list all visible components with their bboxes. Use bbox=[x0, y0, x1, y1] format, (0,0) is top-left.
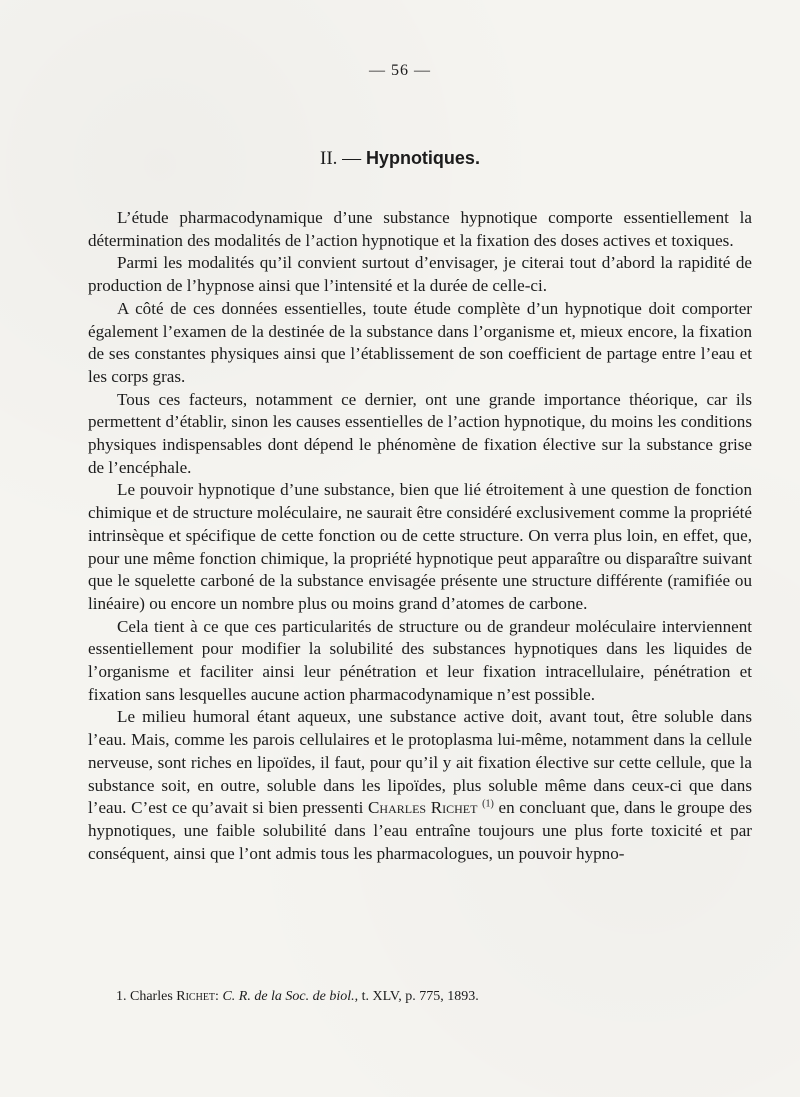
paragraph-last bbox=[88, 706, 752, 865]
section-number: II. — bbox=[320, 148, 362, 169]
footnote-reference: (1) bbox=[482, 798, 494, 810]
section-title: Hypnotiques. bbox=[365, 148, 480, 168]
footnote-number: 1. bbox=[116, 989, 127, 1004]
footnote-reference-details: , t. XLV, p. 775, 1893. bbox=[354, 989, 479, 1004]
paragraph: Parmi les modalités qu’il convient surtout d’envisager, je citerai tout d’abord la rapidité de production de l’hypnose ainsi que l’intensité et la durée de celle-ci. bbox=[88, 253, 752, 296]
section-heading bbox=[0, 148, 800, 170]
footnote-author-first: Charles bbox=[130, 989, 173, 1004]
cited-author-name: Charles Richet bbox=[368, 798, 478, 818]
footnote bbox=[116, 988, 756, 1006]
footnote-journal: C. R. de la Soc. de biol. bbox=[222, 989, 355, 1004]
footnote-colon: : bbox=[215, 989, 219, 1004]
paragraph: Tous ces facteurs, notamment ce dernier, ont une grande importance théorique, car ils permettent d’établir, sinon les causes essentielles de l’action hypnotique, du moins les conditions physiques indispensables dont dépend le phénomène de fixation élective sur la substance grise de l’encéphale. bbox=[88, 389, 752, 477]
page-number: — 56 — bbox=[369, 62, 431, 79]
paragraph: Le pouvoir hypnotique d’une substance, bien que lié étroitement à une question de fonction chimique et de structure moléculaire, ne saurait être considéré exclusivement comme la propriété intrinsèque et spécifique de cette fonction ou de cette structure. On verra plus loin, en effet, que, pour une même fonction chimique, la propriété hypnotique peut apparaître ou disparaître suivant que le squelette carboné de la substance envisagée présente une structure différente (ramifiée ou linéaire) ou encore un nombre plus ou moins grand d’atomes de carbone. bbox=[88, 480, 753, 613]
paragraph: Cela tient à ce que ces particularités de structure ou de grandeur moléculaire interviennent essentiellement pour modifier la solubilité des substances hypnotiques dans les liquides de l’organisme et faciliter ainsi leur pénétration et leur fixation intracellulaire, pénétration et fixation sans lesquelles aucune action pharmacodynamique n’est possible. bbox=[88, 616, 752, 704]
paragraph: L’étude pharmacodynamique d’une substance hypnotique comporte essentiellement la détermination des modalités de l’action hypnotique et la fixation des doses actives et toxiques. bbox=[88, 208, 752, 250]
paragraph-text-before-name: Le milieu humoral étant aqueux, une substance active doit, avant tout, être soluble dans l’eau. Mais, comme les parois cellulaires et le protoplasma lui-même, notamment dans la cellule nerveuse, sont riches en lipoïdes, il faut, pour qu’il y ait fixation élective sur cette cellule, que la substance soit, en outre, soluble dans les lipoïdes, plus soluble même dans ceux-ci que dans l’eau. C’est ce qu’avait si bien pressenti bbox=[88, 707, 752, 818]
paragraph-text-after-name: en concluant que, dans le groupe des hypnotiques, une faible solubilité dans l’eau entraîne toujours une plus forte toxicité et par conséquent, ainsi que l’ont admis tous les pharmacologues, un pouvoir hypno- bbox=[88, 798, 752, 863]
footnote-author-last: Richet bbox=[176, 989, 216, 1004]
body-text bbox=[88, 207, 752, 865]
paragraph: A côté de ces données essentielles, toute étude complète d’un hypnotique doit comporter également l’examen de la destinée de la substance dans l’organisme et, mieux encore, la fixation de ses constantes physiques ainsi que l’établissement de son coefficient de partage entre l’eau et les corps gras. bbox=[88, 298, 752, 386]
